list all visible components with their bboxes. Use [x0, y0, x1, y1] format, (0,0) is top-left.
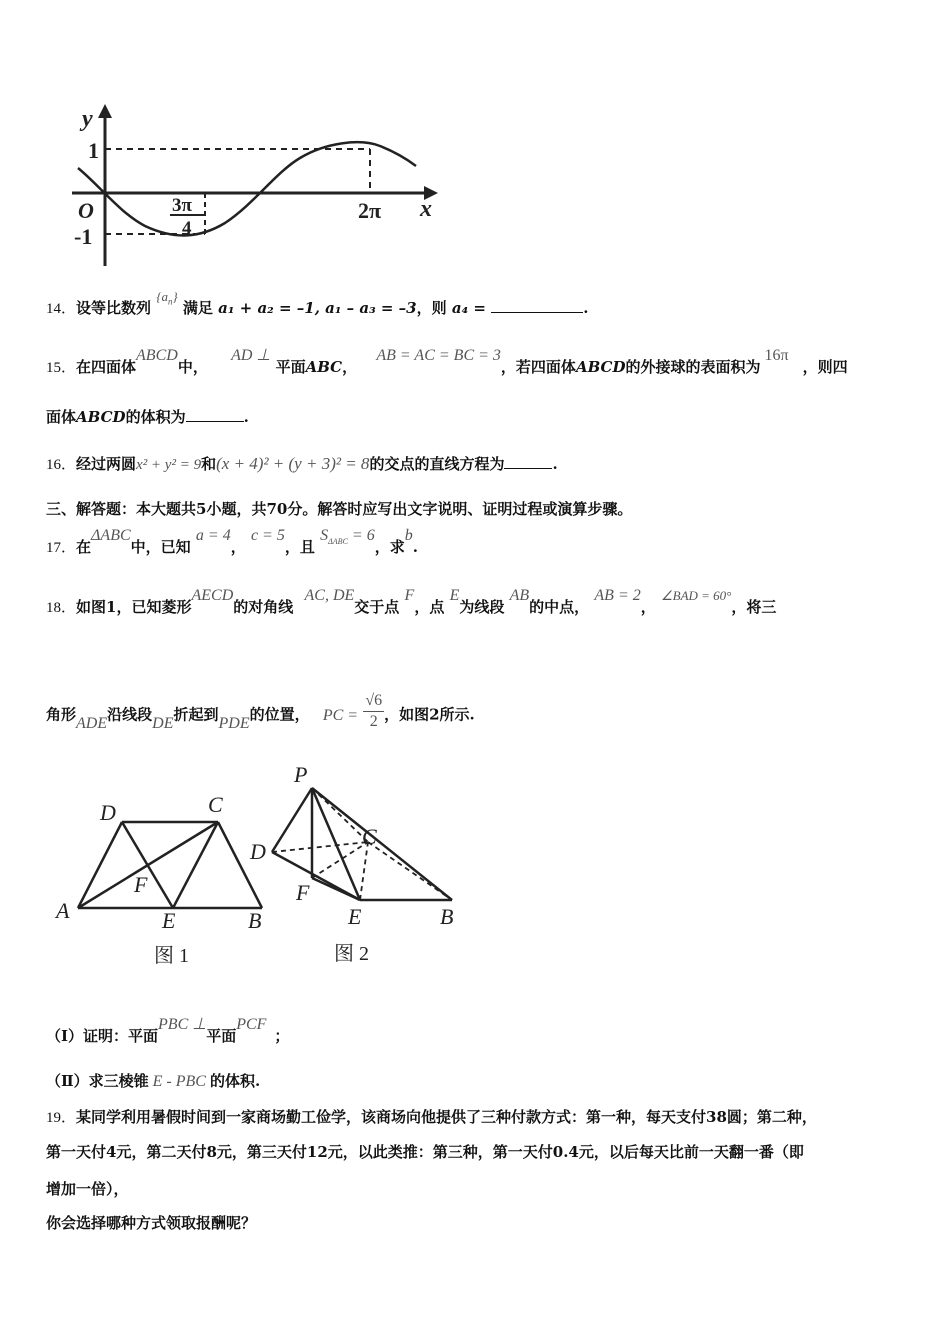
fig2-label-p: P — [294, 762, 308, 787]
q17-triangle: ΔABC — [91, 527, 131, 544]
origin-label: O — [78, 198, 94, 223]
q14-text-2: 满足 — [182, 299, 213, 317]
fig1-label-e: E — [162, 908, 176, 933]
tick-one: 1 — [88, 138, 99, 163]
q18-ab-length: AB = 2 — [594, 587, 641, 604]
q18-p2-pyramid: E - PBC — [152, 1073, 206, 1090]
q18-pc: PC = — [322, 706, 359, 724]
q18-number: 18． — [46, 600, 77, 616]
tick-3pi-num: 3π — [172, 195, 192, 216]
q18-p1-plane-pcf: PCF — [236, 1016, 267, 1033]
q17-area: $S_{\Delta ABC} = 6$ — [320, 527, 375, 547]
figures — [50, 760, 480, 975]
q18-ab: AB — [509, 587, 530, 604]
q15-abcd: ABCD — [136, 347, 178, 364]
question-18-part-2: （Ⅱ）求三棱锥 E - PBC 的体积. — [46, 1072, 261, 1090]
q16-circle-1: x² + y² = 9 — [136, 457, 202, 473]
q18-angle: ∠BAD = 60° — [660, 588, 732, 603]
q15-equal-sides: AB = AC = BC = 3 — [376, 347, 501, 364]
q18-fraction: $\frac{√6}{2}$ — [365, 692, 383, 730]
q18-f: F — [404, 587, 415, 604]
q18-p1-plane-pbc: PBC ⊥ — [158, 1016, 207, 1033]
q14-target: a₄ = — [451, 299, 486, 317]
question-15: 15．在四面体ABCD中， AD ⊥ 平面ABC， AB = AC = BC = 3，若四面体ABCD的外接球的表面积为16π，则四 — [46, 347, 848, 376]
figure-1 — [78, 822, 262, 908]
fig2-label-c: C — [362, 824, 377, 849]
tick-3pi-den: 4 — [182, 218, 192, 239]
figure-1-caption: 图 1 — [154, 945, 189, 967]
q14-answer-blank[interactable] — [491, 298, 583, 313]
y-label: y — [82, 106, 93, 132]
q15-number: 15． — [46, 360, 77, 376]
question-19-line-1: 19．某同学利用暑假时间到一家商场勤工俭学，该商场向他提供了三种付款方式：第一种，每天支付38圆；第二种， — [46, 1108, 817, 1126]
fig1-label-a: A — [56, 898, 70, 923]
q18-pde: PDE — [218, 714, 250, 732]
fig2-label-f: F — [296, 880, 310, 905]
q18-diagonals: AC, DE — [304, 587, 355, 604]
q18-ade: ADE — [76, 714, 108, 732]
q14-number: 14． — [46, 301, 77, 317]
fig2-label-e: E — [348, 904, 362, 929]
question-18-part-1: （Ⅰ）证明：平面PBC ⊥平面PCF； — [46, 1016, 290, 1045]
q14-text-3: ，则 — [416, 299, 447, 317]
section-3-header: 三、解答题：本大题共5小题，共70分。解答时应写出文字说明、证明过程或演算步骤。 — [46, 500, 633, 518]
question-19-line-3: 增加一倍）， — [46, 1180, 129, 1198]
q17-a: a = 4 — [195, 527, 231, 544]
q17-b: b — [404, 527, 413, 544]
question-18-line-2: 角形ADE沿线段DE折起到PDE的位置， PC = $\frac{√6}{2}$ ，如图2所示. — [46, 692, 475, 732]
question-15-line-2: 面体ABCD的体积为 . — [46, 408, 249, 426]
question-19-line-2: 第一天付4元，第二天付8元，第三天付12元，以此类推：第三种，第一天付0.4元，以后每天比前一天翻一番（即 — [46, 1143, 804, 1161]
fig2-label-d: D — [250, 839, 266, 864]
q18-aecd: AECD — [191, 587, 234, 604]
fig1-label-f: F — [134, 872, 148, 897]
x-label: x — [420, 196, 432, 222]
tick-neg-one: -1 — [74, 224, 93, 249]
figure-2-caption: 图 2 — [334, 943, 369, 965]
q15-sphere-area: 16π — [764, 347, 789, 364]
y-axis-arrow — [98, 104, 112, 118]
question-14: 14．设等比数列 $\{a_n\}$ 满足 a₁ + a₂ = –1, a₁ – a₃ = –3，则 a₄ = . — [46, 289, 589, 317]
fig1-label-c: C — [208, 792, 223, 817]
q14-text-1: 设等比数列 — [76, 299, 152, 317]
q16-answer-blank[interactable] — [504, 454, 552, 469]
q14-condition: a₁ + a₂ = –1, a₁ – a₃ = –3 — [218, 299, 417, 317]
sine-graph — [60, 98, 450, 273]
q17-number: 17． — [46, 540, 77, 556]
q18-e: E — [449, 587, 460, 604]
q19-number: 19． — [46, 1110, 77, 1126]
fig2-label-b: B — [440, 904, 454, 929]
q16-circle-2: (x + 4)² + (y + 3)² = 8 — [216, 454, 370, 473]
q18-de: DE — [152, 714, 174, 732]
question-16: 16．经过两圆x² + y² = 9和(x + 4)² + (y + 3)² = 8的交点的直线方程为 . — [46, 454, 558, 473]
question-17: 17．在ΔABC中，已知 a = 4， c = 5，且 $S_{\Delta ABC} = 6$，求b. — [46, 527, 418, 556]
q16-number: 16． — [46, 457, 77, 473]
question-19-line-4: 你会选择哪种方式领取报酬呢？ — [46, 1214, 257, 1232]
question-18: 18．如图1，已知菱形AECD的对角线 AC, DE交于点 F，点 E为线段 AB的中点， AB = 2， ∠BAD = 60°，将三 — [46, 587, 777, 616]
fig1-label-b: B — [248, 908, 262, 933]
tick-2pi: 2π — [358, 198, 382, 223]
q17-c: c = 5 — [250, 527, 285, 544]
q14-sequence: $\{a_n\}$ — [156, 289, 178, 307]
q15-ad-perp: AD ⊥ — [231, 347, 271, 364]
q15-answer-blank[interactable] — [186, 407, 244, 422]
fig1-label-d: D — [100, 800, 116, 825]
